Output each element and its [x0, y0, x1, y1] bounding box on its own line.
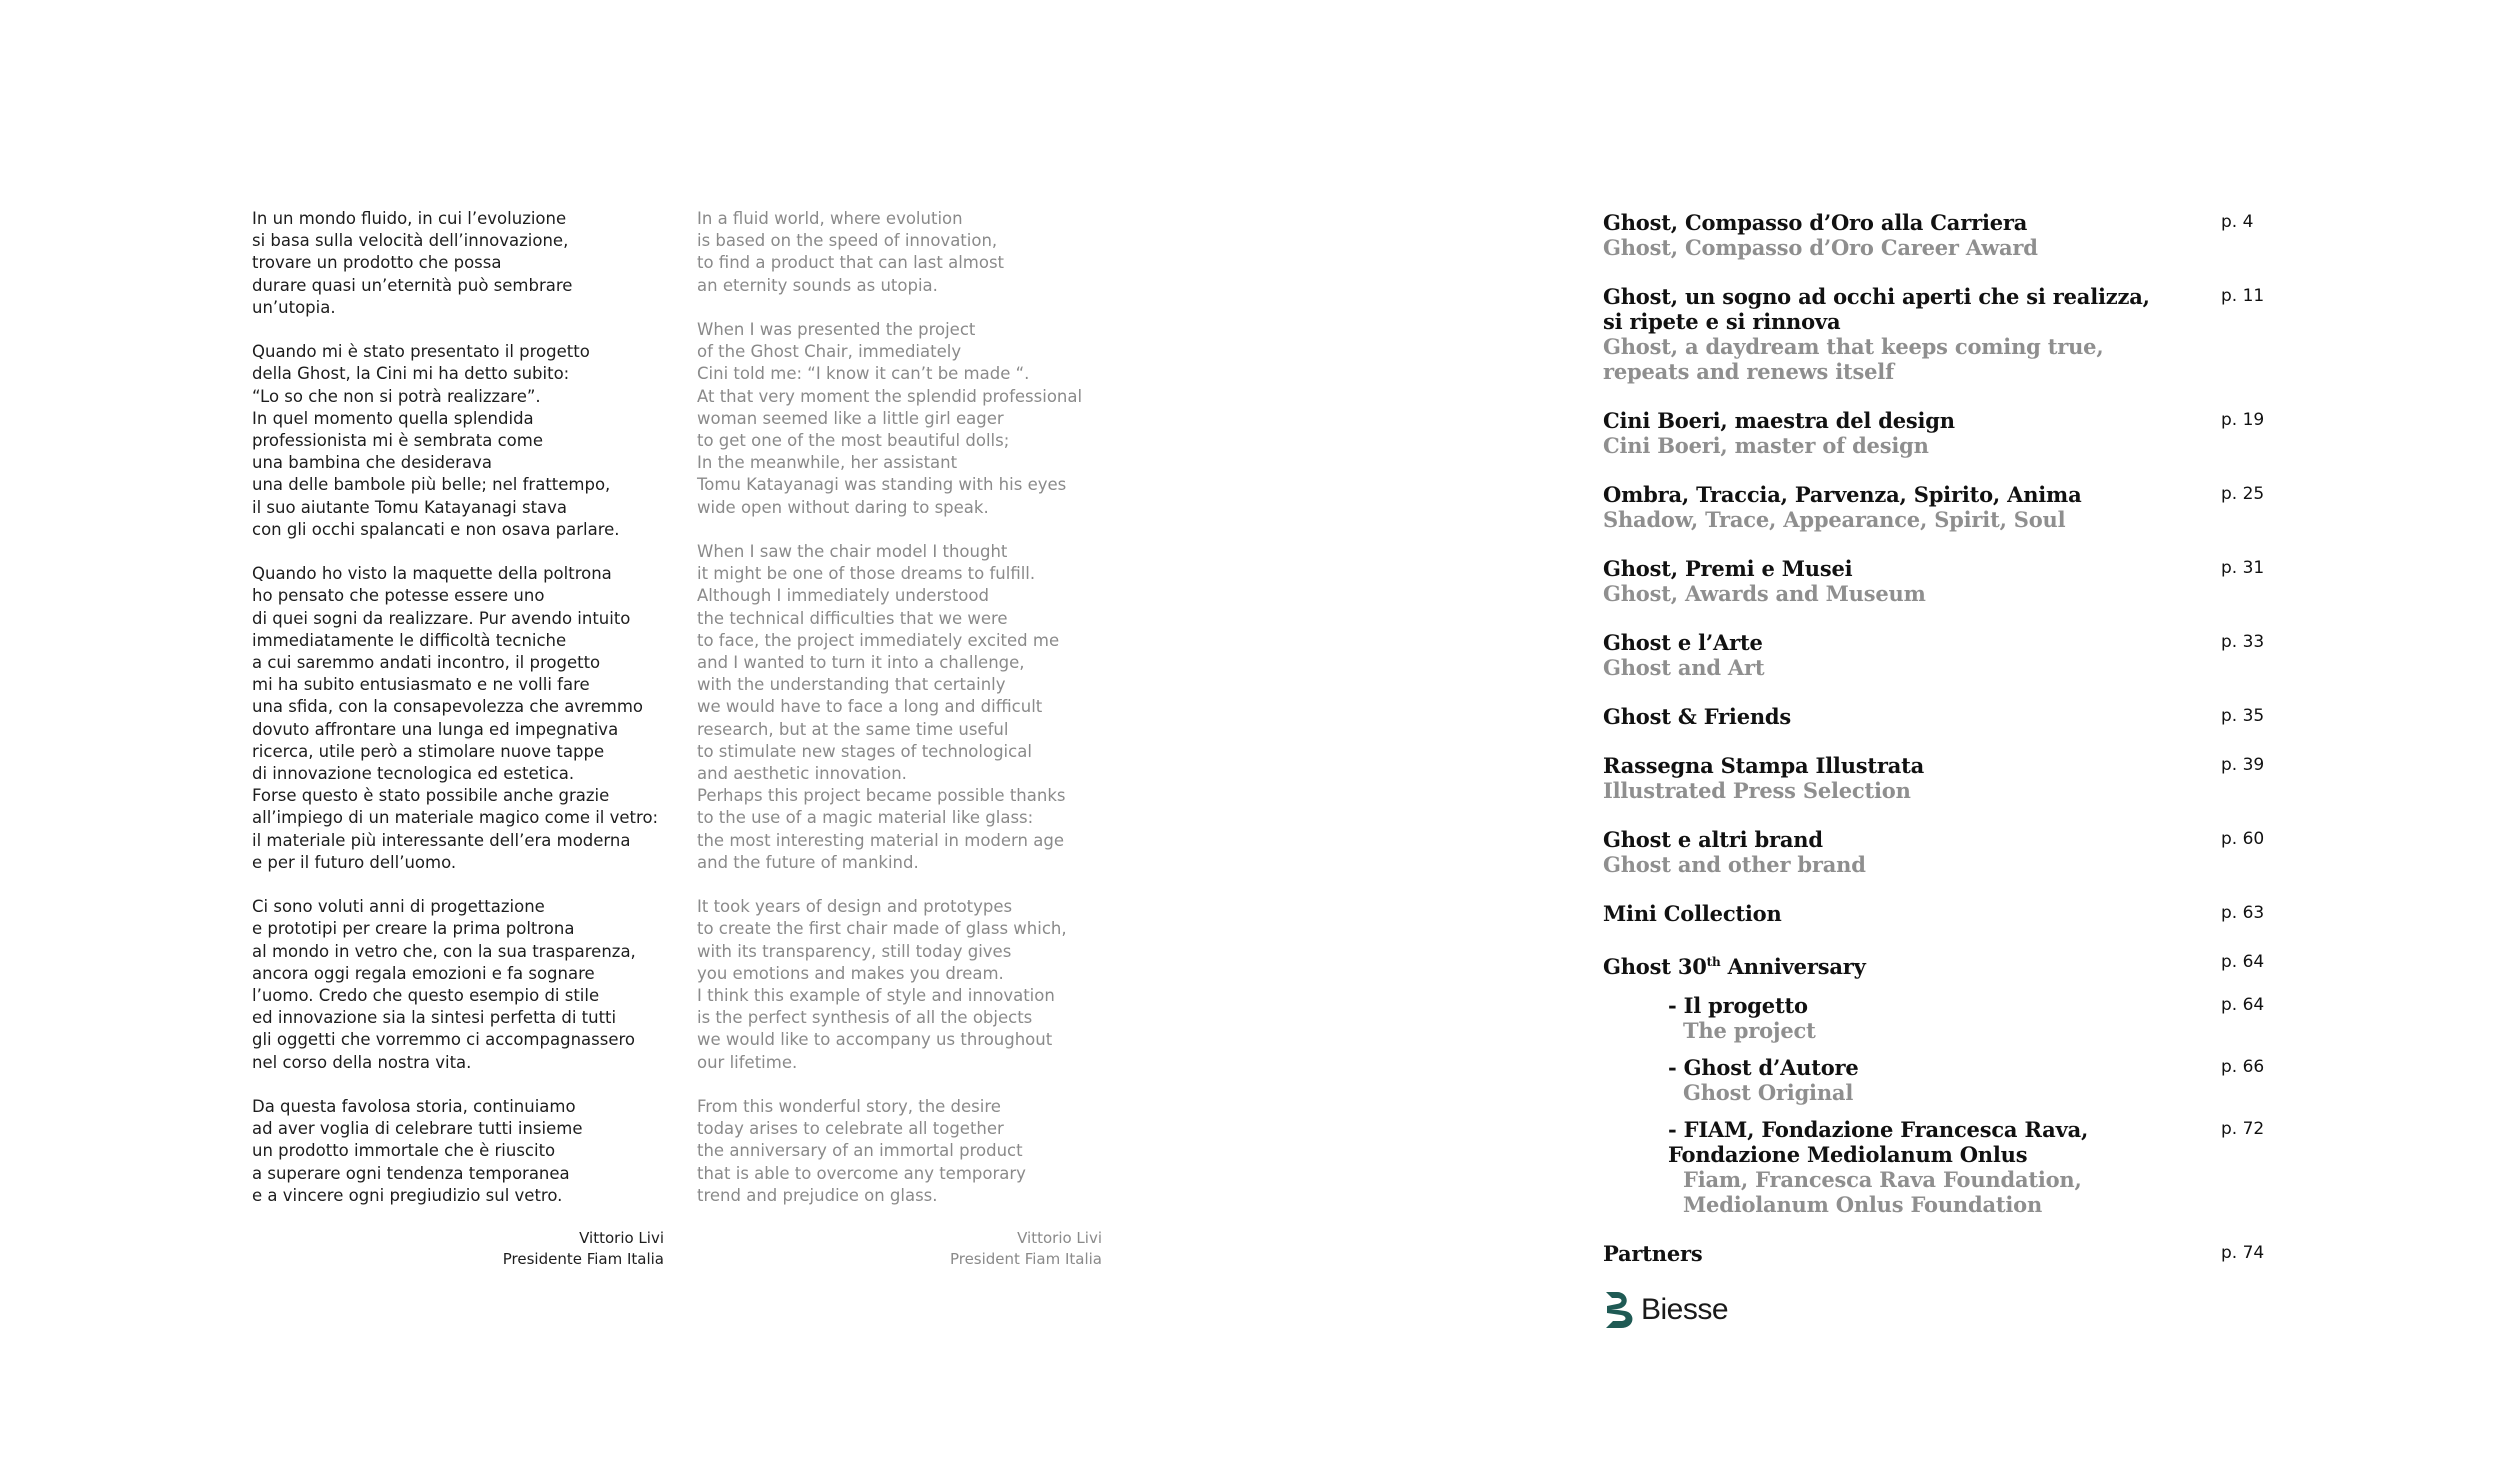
toc-title: - Il progetto: [1668, 993, 1808, 1018]
toc-page-number: p. 4: [2221, 212, 2254, 232]
toc-subtitle: The project: [1683, 1018, 1816, 1043]
toc-entry[interactable]: [1603, 284, 2303, 384]
toc-entry[interactable]: [1603, 630, 2303, 680]
toc-title: Ombra, Traccia, Parvenza, Spirito, Anima: [1603, 482, 2082, 507]
toc-title: Ghost, Premi e Musei: [1603, 556, 1853, 581]
italian-paragraph-2: Quando mi è stato presentato il progetto della Ghost, la Cini mi ha detto subito: “Lo so che non si potrà realizzare”. In quel momento quella splendida professionista mi è sembrata come una bambina che desiderava una delle bambole più belle; nel frattempo, il suo aiutante Tomu Katayanagi stava con gli occhi spalancati e non osava parlare.: [252, 342, 620, 539]
toc-entry[interactable]: [1603, 827, 2303, 877]
toc-page-number: p. 72: [2221, 1119, 2265, 1139]
table-of-contents: [1603, 210, 2303, 1266]
toc-entry[interactable]: [1603, 210, 2303, 260]
toc-page-number: p. 64: [2221, 952, 2265, 972]
toc-subtitle: Ghost Original: [1683, 1080, 1854, 1105]
anniversary-title-sup: th: [1706, 955, 1721, 969]
anniversary-title-suffix: Anniversary: [1720, 954, 1866, 979]
toc-sub-entry[interactable]: [1603, 1117, 2303, 1217]
toc-entry[interactable]: [1603, 901, 2303, 926]
toc-entry-partners[interactable]: [1603, 1241, 2303, 1266]
toc-page-number: p. 11: [2221, 286, 2265, 306]
toc-title: Ghost, Compasso d’Oro alla Carriera: [1603, 210, 2028, 235]
signature-english: Vittorio Livi President Fiam Italia: [949, 1229, 1102, 1268]
toc-subtitle: Shadow, Trace, Appearance, Spirit, Soul: [1603, 507, 2066, 532]
letter-italian: [252, 208, 664, 1229]
toc-entry[interactable]: [1603, 556, 2303, 606]
toc-entry-anniversary[interactable]: [1603, 950, 2303, 979]
toc-subtitle: Ghost, Compasso d’Oro Career Award: [1603, 235, 2038, 260]
toc-title: - Ghost d’Autore: [1668, 1055, 1859, 1080]
english-paragraph-5: From this wonderful story, the desire today arises to celebrate all together the anniversary of an immortal product that is able to overcome any temporary trend and prejudice on glass.: [697, 1097, 1026, 1205]
biesse-mark-icon: [1603, 1290, 1639, 1330]
toc-page-number: p. 39: [2221, 755, 2265, 775]
english-paragraph-4: It took years of design and prototypes to create the first chair made of glass which, with its transparency, still today gives you emotions and makes you dream. I think this example of style and innovation is the perfect synthesis of all the objects we would like to accompany us throughout our lifetime.: [697, 897, 1067, 1072]
toc-subtitle: Ghost, Awards and Museum: [1603, 581, 1926, 606]
toc-page-number: p. 63: [2221, 903, 2265, 923]
toc-subtitle: Ghost and Art: [1603, 655, 1765, 680]
toc-subtitle: Ghost and other brand: [1603, 852, 1866, 877]
toc-page-number: p. 25: [2221, 484, 2265, 504]
toc-page-number: p. 31: [2221, 558, 2265, 578]
toc-title: Ghost e l’Arte: [1603, 630, 1763, 655]
toc-subtitle: Ghost, a daydream that keeps coming true, repeats and renews itself: [1603, 334, 2104, 384]
anniversary-title-prefix: Ghost 30: [1603, 954, 1707, 979]
italian-paragraph-1: In un mondo fluido, in cui l’evoluzione si basa sulla velocità dell’innovazione, trovare un prodotto che possa durare quasi un’eternità può sembrare un’utopia.: [252, 209, 573, 317]
toc-entry[interactable]: [1603, 482, 2303, 532]
toc-page-number: p. 64: [2221, 995, 2265, 1015]
toc-page-number: p. 60: [2221, 829, 2265, 849]
italian-paragraph-5: Da questa favolosa storia, continuiamo ad aver voglia di celebrare tutti insieme un prodotto immortale che è riuscito a superare ogni tendenza temporanea e a vincere ogni pregiudizio sul vetro.: [252, 1097, 583, 1205]
signature-italian: Vittorio Livi Presidente Fiam Italia: [502, 1229, 664, 1268]
english-paragraph-1: In a fluid world, where evolution is based on the speed of innovation, to find a product that can last almost an eternity sounds as utopia.: [697, 209, 1005, 295]
toc-title: Ghost, un sogno ad occhi aperti che si realizza, si ripete e si rinnova: [1603, 284, 2150, 334]
english-paragraph-2: When I was presented the project of the Ghost Chair, immediately Cini told me: “I know it can’t be made “. At that very moment the splendid professional woman seemed like a little girl eager to get one of the most beautiful dolls; In the meanwhile, her assistant Tomu Katayanagi was standing with his eyes wide open without daring to speak.: [697, 320, 1083, 517]
english-paragraph-3: When I saw the chair model I thought it might be one of those dreams to fulfill. Although I immediately understood the technical difficulties that we were to face, the project immediately excited me and I wanted to turn it into a challenge, with the understanding that certainly we would have to face a long and difficult research, but at the same time useful to stimulate new stages of technological and aesthetic innovation. Perhaps this project became possible thanks to the use of a magic material like glass: the most interesting material in modern age and the future of mankind.: [697, 542, 1066, 872]
toc-subtitle: Cini Boeri, master of design: [1603, 433, 1929, 458]
toc-subtitle: Fiam, Francesca Rava Foundation, Mediolanum Onlus Foundation: [1683, 1167, 2082, 1217]
toc-entry[interactable]: [1603, 408, 2303, 458]
toc-title: Ghost & Friends: [1603, 704, 1792, 729]
biesse-wordmark: Biesse: [1641, 1293, 1729, 1326]
toc-page-number: p. 35: [2221, 706, 2265, 726]
toc-subtitle: Illustrated Press Selection: [1603, 778, 1911, 803]
toc-title: Ghost e altri brand: [1603, 827, 1823, 852]
toc-page-number: p. 33: [2221, 632, 2265, 652]
toc-page-number: p. 19: [2221, 410, 2265, 430]
toc-title: Rassegna Stampa Illustrata: [1603, 753, 1925, 778]
toc-title: Mini Collection: [1603, 901, 1782, 926]
toc-sub-entry[interactable]: [1603, 1055, 2303, 1105]
italian-paragraph-4: Ci sono voluti anni di progettazione e prototipi per creare la prima poltrona al mondo in vetro che, con la sua trasparenza, ancora oggi regala emozioni e fa sognare l’uomo. Credo che questo esempio di stile ed innovazione sia la sintesi perfetta di tutti gli oggetti che vorremmo ci accompagnassero nel corso della nostra vita.: [252, 897, 636, 1072]
toc-page-number: p. 74: [2221, 1243, 2265, 1263]
toc-title: - FIAM, Fondazione Francesca Rava, Fondazione Mediolanum Onlus: [1668, 1117, 2089, 1167]
toc-title: Cini Boeri, maestra del design: [1603, 408, 1955, 433]
toc-sub-entry[interactable]: [1603, 993, 2303, 1043]
italian-paragraph-3: Quando ho visto la maquette della poltrona ho pensato che potesse essere uno di quei sogni da realizzare. Pur avendo intuito immediatamente le difficoltà tecniche a cui saremmo andati incontro, il progetto mi ha subito entusiasmato e ne volli fare una sfida, con la consapevolezza che avremmo dovuto affrontare una lunga ed impegnativa ricerca, utile però a stimolare nuove tappe di innovazione tecnologica ed estetica. Forse questo è stato possibile anche grazie all’impiego di un materiale magico come il vetro: il materiale più interessante dell’era moderna e per il futuro dell’uomo.: [252, 564, 659, 872]
toc-title: Partners: [1603, 1241, 1703, 1266]
biesse-logo: [1603, 1290, 1728, 1330]
toc-page-number: p. 66: [2221, 1057, 2265, 1077]
toc-title: [1603, 950, 2183, 979]
letter-english: [697, 208, 1102, 1229]
toc-entry[interactable]: [1603, 704, 2303, 729]
toc-entry[interactable]: [1603, 753, 2303, 803]
